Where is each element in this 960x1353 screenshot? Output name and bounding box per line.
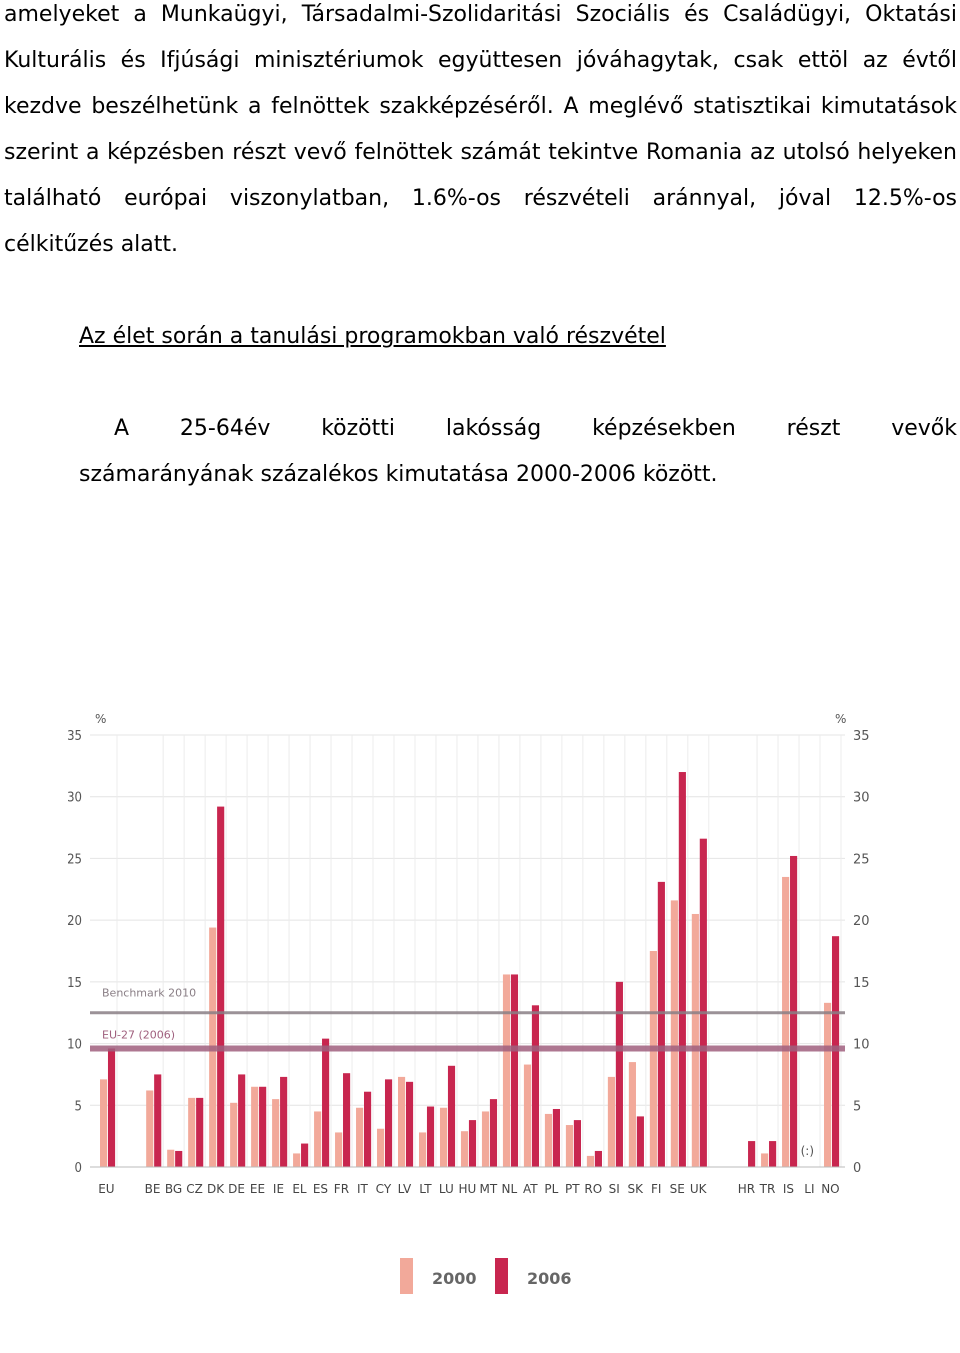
bar-2000-IE [272,1099,279,1167]
x-tick-label: ES [312,1182,329,1196]
bar-2000-IS [782,877,789,1167]
bar-2000-EL [293,1153,300,1167]
bar-2000-HU [461,1131,468,1167]
bar-2006-UK [700,839,707,1167]
caption-line-1: A 25-64év közötti lakósság képzésekben részt vevők [114,416,957,441]
x-tick-label: FI [650,1182,662,1196]
x-tick-label: TR [759,1182,776,1196]
bar-2000-EE [251,1087,258,1167]
x-tick-label: PT [564,1182,580,1196]
x-tick-label: LT [419,1182,432,1196]
bar-2000-UK [692,914,699,1167]
bar-2006-CZ [196,1098,203,1167]
bar-2000-SE [671,900,678,1167]
bar-2006-BE [154,1074,161,1167]
x-tick-label: IS [782,1182,795,1196]
legend-label: 2000 [432,1269,477,1288]
x-tick-label: NL [501,1182,518,1196]
x-tick-label: DK [206,1182,225,1196]
x-tick-label: PL [544,1182,559,1196]
x-tick-label: FR [333,1182,350,1196]
bar-2000-BE [146,1090,153,1167]
bar-2000-RO [587,1156,594,1167]
x-tick-label: SE [669,1182,685,1196]
bar-2006-PT [574,1120,581,1167]
chart-caption [79,406,957,498]
bar-2006-EU [108,1049,115,1167]
bar-2000-BG [167,1150,174,1167]
bar-2000-PT [566,1125,573,1167]
bar-2006-NL [511,974,518,1167]
bar-2006-NO [832,936,839,1167]
bar-2000-CZ [188,1098,195,1167]
bar-2000-LV [398,1077,405,1167]
x-tick-label: MT [479,1182,498,1196]
x-tick-label: RO [584,1182,603,1196]
bar-2006-SE [679,772,686,1167]
y-tick-label-right: 15 [853,975,870,991]
x-tick-label: HR [737,1182,756,1196]
x-tick-label: EL [292,1182,307,1196]
y-tick-label-left: 10 [67,1037,82,1053]
bar-2000-SK [629,1062,636,1167]
bar-2006-PL [553,1109,560,1167]
legend-swatch-2000 [400,1258,413,1294]
x-tick-label: LI [804,1182,815,1196]
bar-2006-CY [385,1079,392,1167]
bar-2000-MT [482,1111,489,1167]
no-data-annotation: (:) [800,1144,815,1158]
bar-2006-EL [301,1144,308,1167]
bar-2006-HR [748,1141,755,1167]
reference-line-label: Benchmark 2010 [102,986,197,1000]
reference-line-label: EU-27 (2006) [102,1028,176,1042]
bar-2006-LT [427,1107,434,1167]
bar-2006-TR [769,1141,776,1167]
bar-2006-FI [658,882,665,1167]
y-tick-label-left: 35 [67,729,82,744]
x-tick-label: BE [144,1182,161,1196]
bar-2006-RO [595,1151,602,1167]
bar-2000-FI [650,951,657,1167]
bar-2006-SK [637,1116,644,1167]
x-tick-label: IE [272,1182,285,1196]
x-tick-label: IT [356,1182,368,1196]
x-tick-label: AT [523,1182,538,1196]
x-tick-label: SK [627,1182,643,1196]
bar-2000-LU [440,1108,447,1167]
bar-2000-ES [314,1111,321,1167]
bar-2006-AT [532,1005,539,1167]
bar-2006-LU [448,1066,455,1167]
x-tick-label: EU [98,1182,115,1196]
caption-line-2: számarányának százalékos kimutatása 2000-2006 között. [79,462,718,487]
y-tick-label-left: 15 [67,975,82,991]
bar-2000-EU [100,1079,107,1167]
x-tick-label: HU [458,1182,477,1196]
x-tick-label: CZ [186,1182,203,1196]
bar-2000-CY [377,1129,384,1167]
y-tick-label-right: 20 [853,914,870,930]
x-tick-label: NO [821,1182,840,1196]
bar-2000-LT [419,1132,426,1167]
y-tick-label-right: 35 [853,729,870,744]
y-tick-label-left: 0 [74,1161,82,1176]
x-tick-label: SI [608,1182,620,1196]
bar-2000-FR [335,1132,342,1167]
x-tick-label: LV [397,1182,412,1196]
x-tick-label: EE [249,1182,266,1196]
y-tick-label-right: 25 [853,852,870,868]
bar-2006-BG [175,1151,182,1167]
bar-2000-IT [356,1108,363,1167]
bar-2000-DE [230,1103,237,1167]
bar-2006-EE [259,1087,266,1167]
y-tick-label-right: 30 [853,790,870,806]
x-tick-label: LU [438,1182,454,1196]
bar-2006-ES [322,1039,329,1167]
bar-2006-DK [217,807,224,1167]
x-tick-label: CY [375,1182,392,1196]
bar-2000-NO [824,1003,831,1167]
y-tick-label-left: 20 [67,914,82,930]
section-heading: Az élet során a tanulási programokban való részvétel [79,324,666,349]
bar-2006-SI [616,982,623,1167]
y-tick-label-left: 5 [74,1099,82,1115]
y-axis-unit-left: % [95,712,107,726]
x-tick-label: UK [689,1182,707,1196]
y-tick-label-right: 5 [853,1099,862,1115]
bar-2006-IE [280,1077,287,1167]
y-tick-label-right: 0 [853,1161,862,1176]
bar-2006-FR [343,1073,350,1167]
bar-2006-IT [364,1092,371,1167]
y-axis-unit-right: % [835,712,847,726]
legend-swatch-2006 [495,1258,508,1294]
x-tick-label: DE [228,1182,245,1196]
bar-2006-MT [490,1099,497,1167]
y-tick-label-left: 30 [67,790,82,806]
y-tick-label-left: 25 [67,852,82,868]
bar-2000-NL [503,974,510,1167]
bar-2000-AT [524,1065,531,1167]
bar-2000-SI [608,1077,615,1167]
x-tick-label: BG [164,1182,183,1196]
body-paragraph: amelyeket a Munkaügyi, Társadalmi-Szolidaritási Szociális és Családügyi, Oktatási Kulturális és Ifjúsági minisztériumok együttesen jóváhagytak, csak ettöl az évtől kezdve beszélhetünk a felnöttek szakképzéséről. A meglévő statisztikai kimutatások szerint a képzésben részt vevő felnöttek számát tekintve Romania az utolsó helyeken található európai viszonylatban, 1.6%-os részvételi aránnyal, jóval 12.5%-os célkitűzés alatt. [4,2,957,257]
bar-2006-DE [238,1074,245,1167]
y-tick-label-right: 10 [853,1037,870,1053]
bar-2000-PL [545,1114,552,1167]
participation-bar-chart [60,700,880,1320]
bar-2000-TR [761,1153,768,1167]
legend-label: 2006 [527,1269,572,1288]
bar-2006-LV [406,1082,413,1167]
bar-2006-HU [469,1120,476,1167]
